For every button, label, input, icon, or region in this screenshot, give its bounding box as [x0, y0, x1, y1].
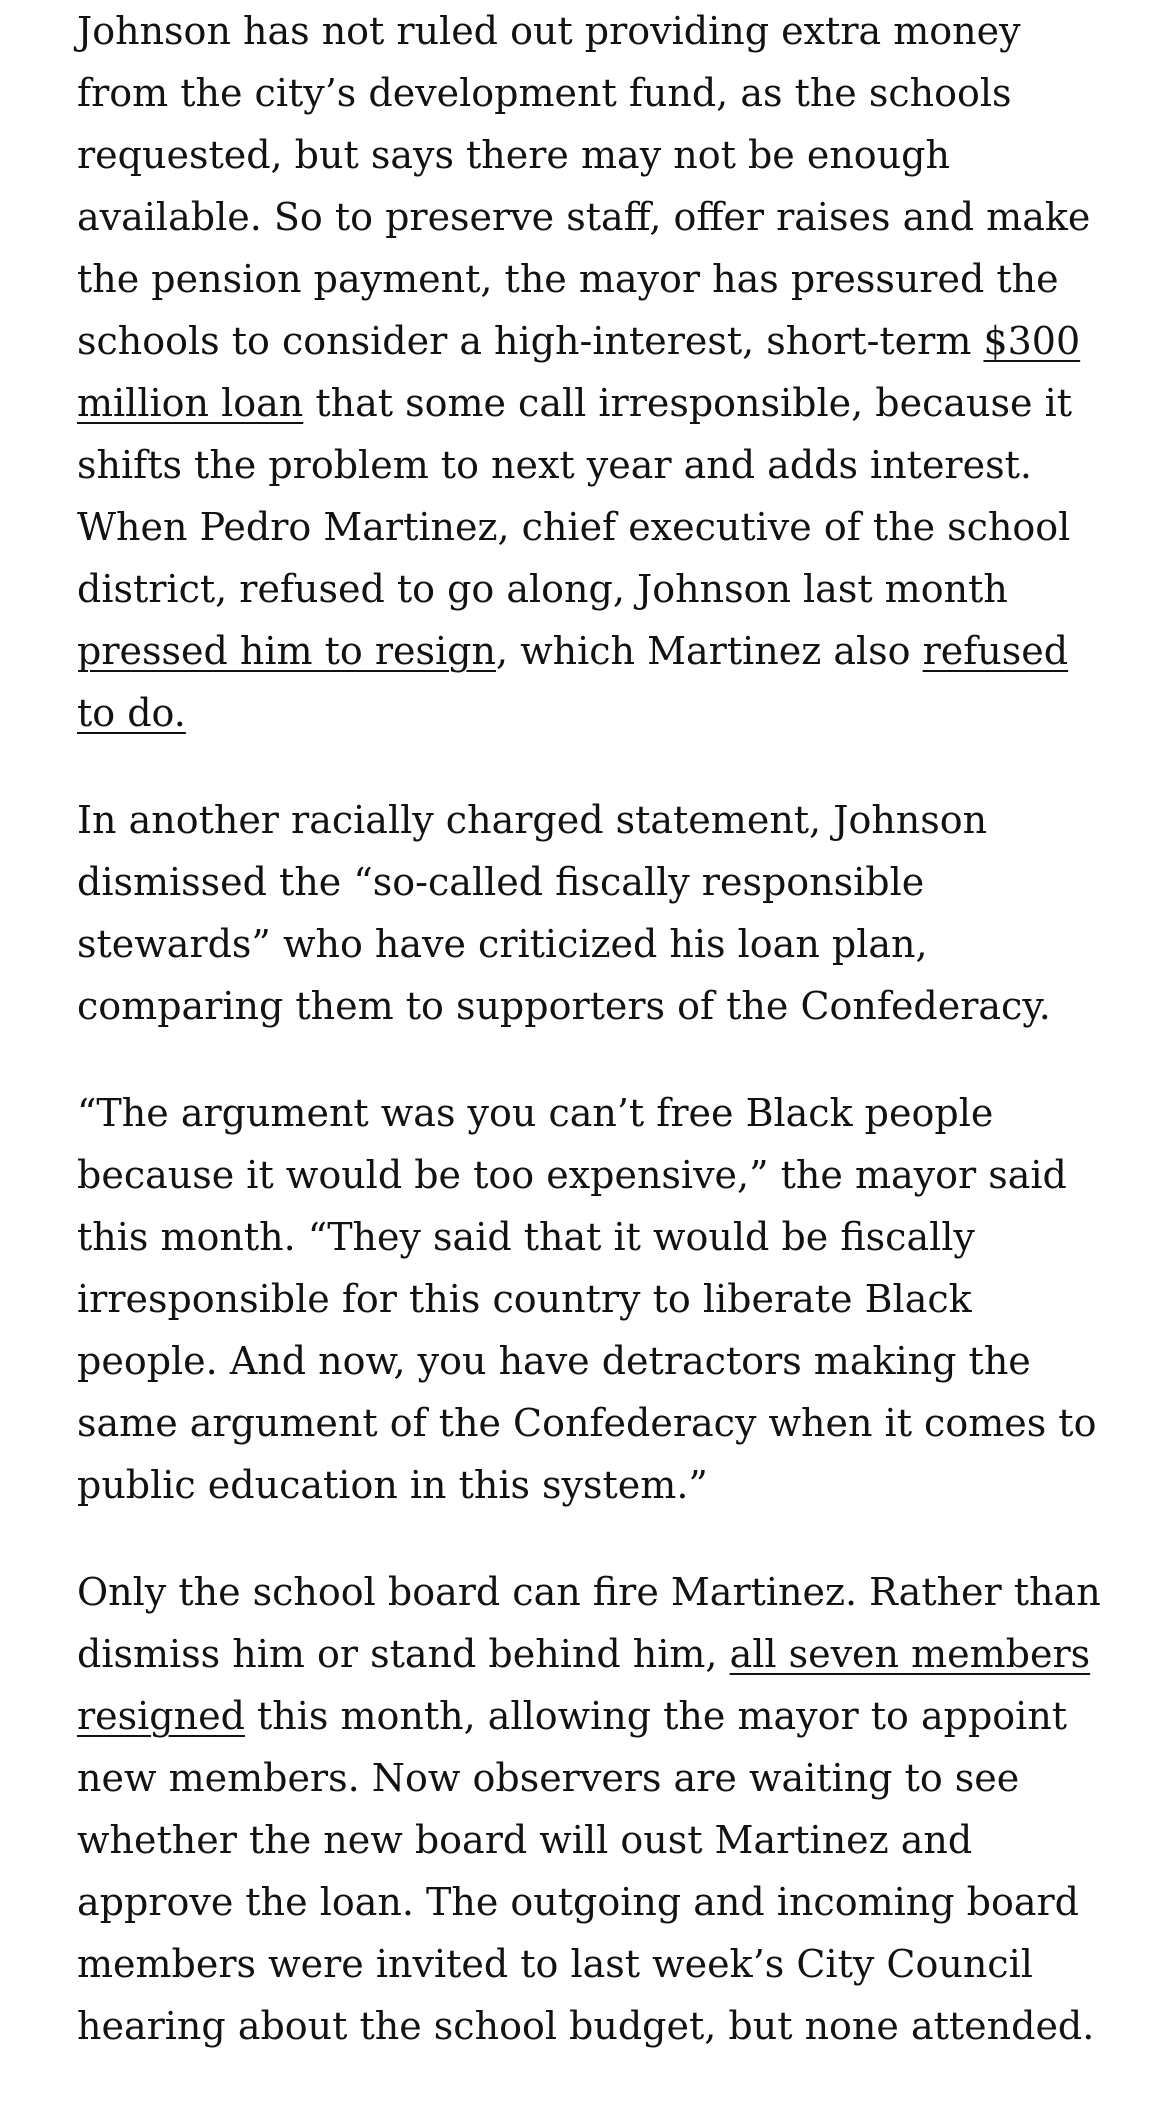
paragraph-text: Only the school board can fire Martinez. Rather than dismiss him or stand behind him,	[77, 1570, 1101, 1676]
loan-link[interactable]: $300 million loan	[77, 319, 1081, 425]
paragraph-text: “The argument was you can’t free Black people because it would be too expensive,” the mayor said this month. “They said that it would be fiscally irresponsible for this country to liberate Black people. And now, you have detractors making the same argument of the Confederacy when it comes to public education in this system.”	[77, 1091, 1097, 1507]
pressed-to-resign-link[interactable]: pressed him to resign	[77, 629, 496, 673]
board-resigned-link[interactable]: all seven members resigned	[77, 1632, 1091, 1738]
paragraph-loan	[77, 0, 1102, 744]
paragraph-confederacy-statement	[77, 789, 1102, 1037]
paragraph-text: this month, allowing the mayor to appoint new members. Now observers are waiting to see whether the new board will oust Martinez and approve the loan. The outgoing and incoming board members were invited to last week’s City Council hearing about the school budget, but none attended.	[77, 1694, 1095, 2048]
paragraph-text: that some call irresponsible, because it shifts the problem to next year and adds interest. When Pedro Martinez, chief executive of the school district, refused to go along, Johnson last month	[77, 381, 1073, 611]
article-body	[77, 0, 1102, 2102]
paragraph-text: In another racially charged statement, Johnson dismissed the “so-called fiscally responsible stewards” who have criticized his loan plan, comparing them to supporters of the Confederacy.	[77, 798, 1051, 1028]
paragraph-text: Johnson has not ruled out providing extra money from the city’s development fund, as the schools requested, but says there may not be enough available. So to preserve staff, offer raises and make the pension payment, the mayor has pressured the schools to consider a high-interest, short-term	[77, 9, 1091, 363]
paragraph-text: , which Martinez also	[495, 629, 923, 673]
paragraph-mayor-quote	[77, 1082, 1102, 1516]
refused-link[interactable]: refused to do.	[77, 629, 1069, 735]
paragraph-school-board	[77, 1561, 1102, 2057]
